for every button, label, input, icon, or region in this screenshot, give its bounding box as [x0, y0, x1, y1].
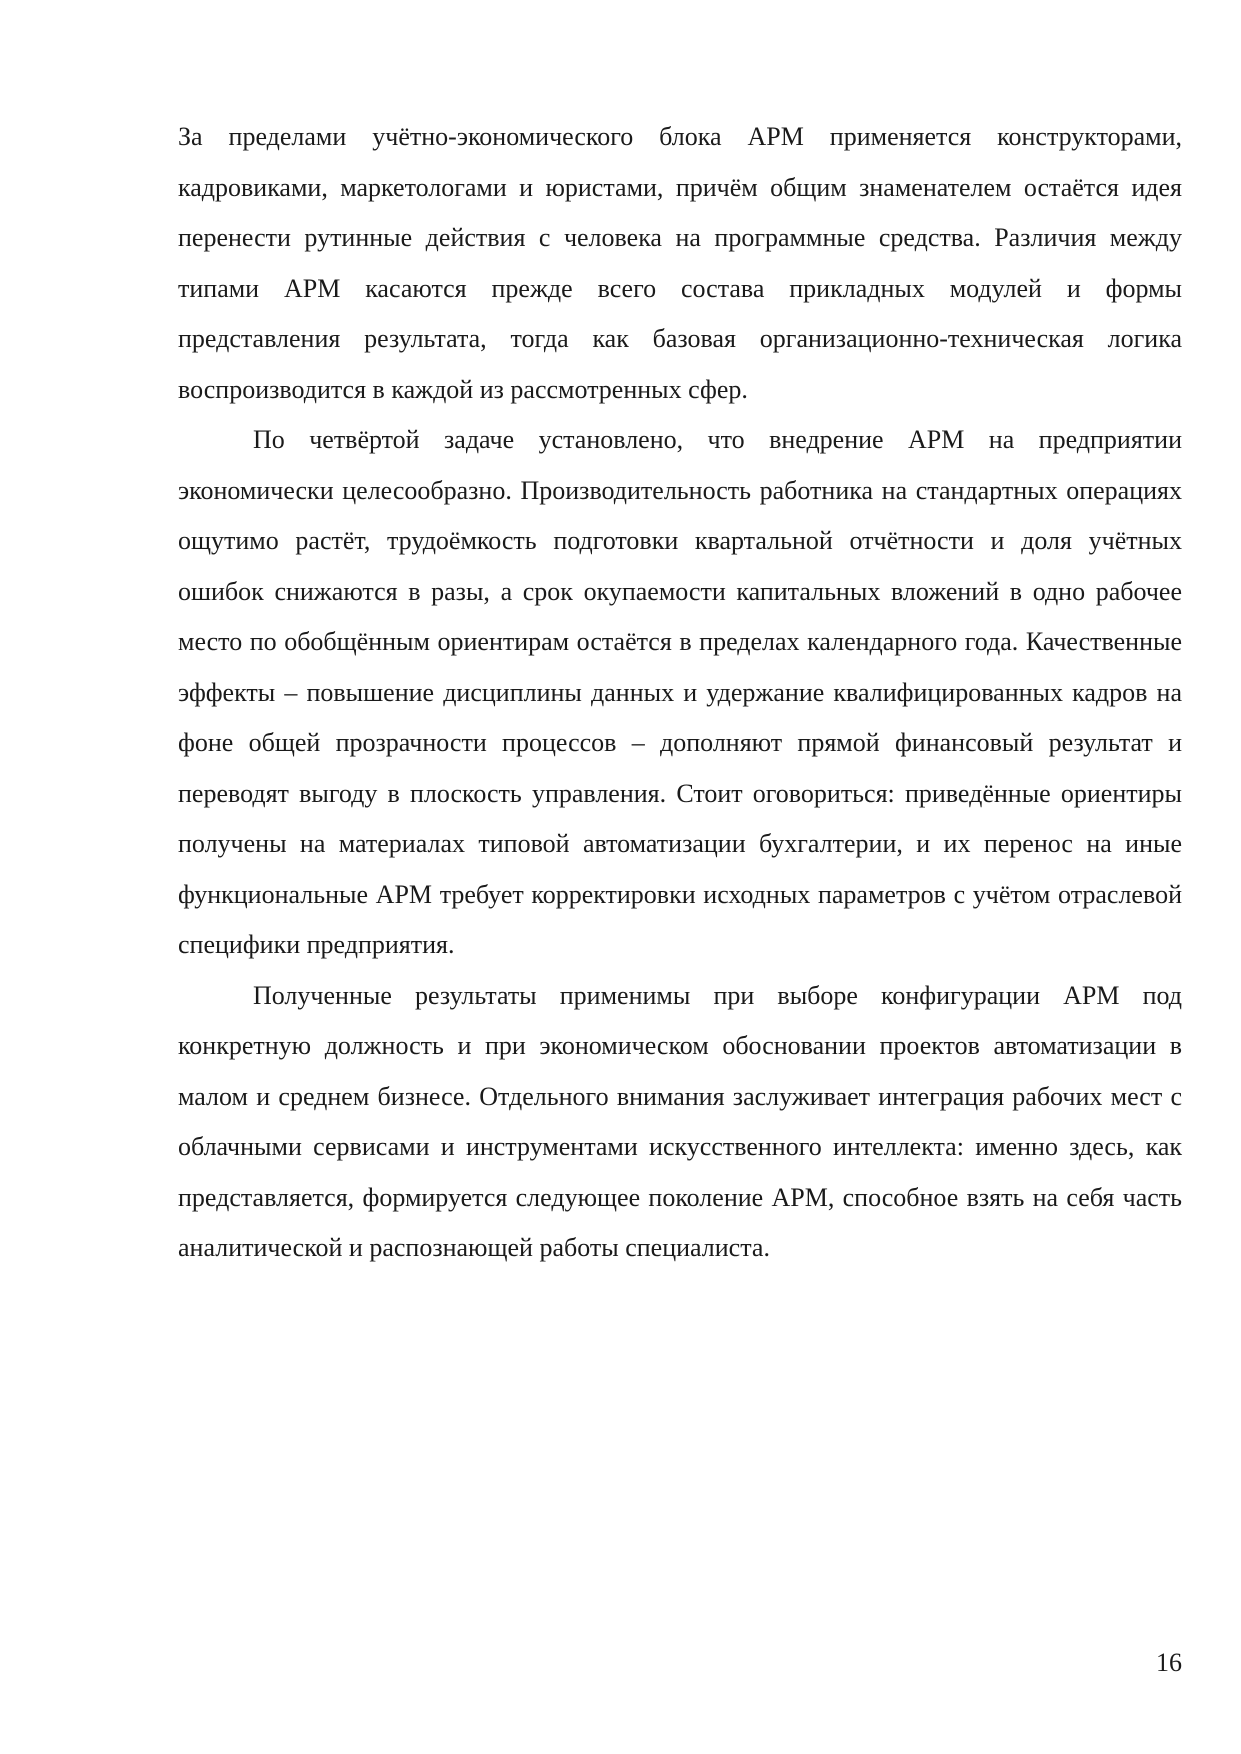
paragraph-2: По четвёртой задаче установлено, что внедрение АРМ на предприятии экономически целесообразно. Производительность работника на стандартных операциях ощутимо растёт, трудоёмкость подготовки квартальной отчётности и доля учётных ошибок снижаются в разы, а срок окупаемости капитальных вложений в одно рабочее место по обобщённым ориентирам остаётся в пределах календарного года. Качественные эффекты – повышение дисциплины данных и удержание квалифицированных кадров на фоне общей прозрачности процессов – дополняют прямой финансовый результат и переводят выгоду в плоскость управления. Стоит оговориться: приведённые ориентиры получены на материалах типовой автоматизации бухгалтерии, и их перенос на иные функциональные АРМ требует корректировки исходных параметров с учётом отраслевой специфики предприятия. — [178, 425, 1182, 959]
page-number: 16 — [1156, 1648, 1182, 1677]
paragraph-1: За пределами учётно-экономического блока АРМ применяется конструкторами, кадровиками, маркетологами и юристами, причём общим знаменателем остаётся идея перенести рутинные действия с человека на программные средства. Различия между типами АРМ касаются прежде всего состава прикладных модулей и формы представления результата, тогда как базовая организационно-техническая логика воспроизводится в каждой из рассмотренных сфер. — [178, 122, 1182, 404]
document-body — [178, 112, 1182, 1274]
paragraph-3: Полученные результаты применимы при выборе конфигурации АРМ под конкретную должность и при экономическом обосновании проектов автоматизации в малом и среднем бизнесе. Отдельного внимания заслуживает интеграция рабочих мест с облачными сервисами и инструментами искусственного интеллекта: именно здесь, как представляется, формируется следующее поколение АРМ, способное взять на себя часть аналитической и распознающей работы специалиста. — [178, 980, 1182, 1262]
